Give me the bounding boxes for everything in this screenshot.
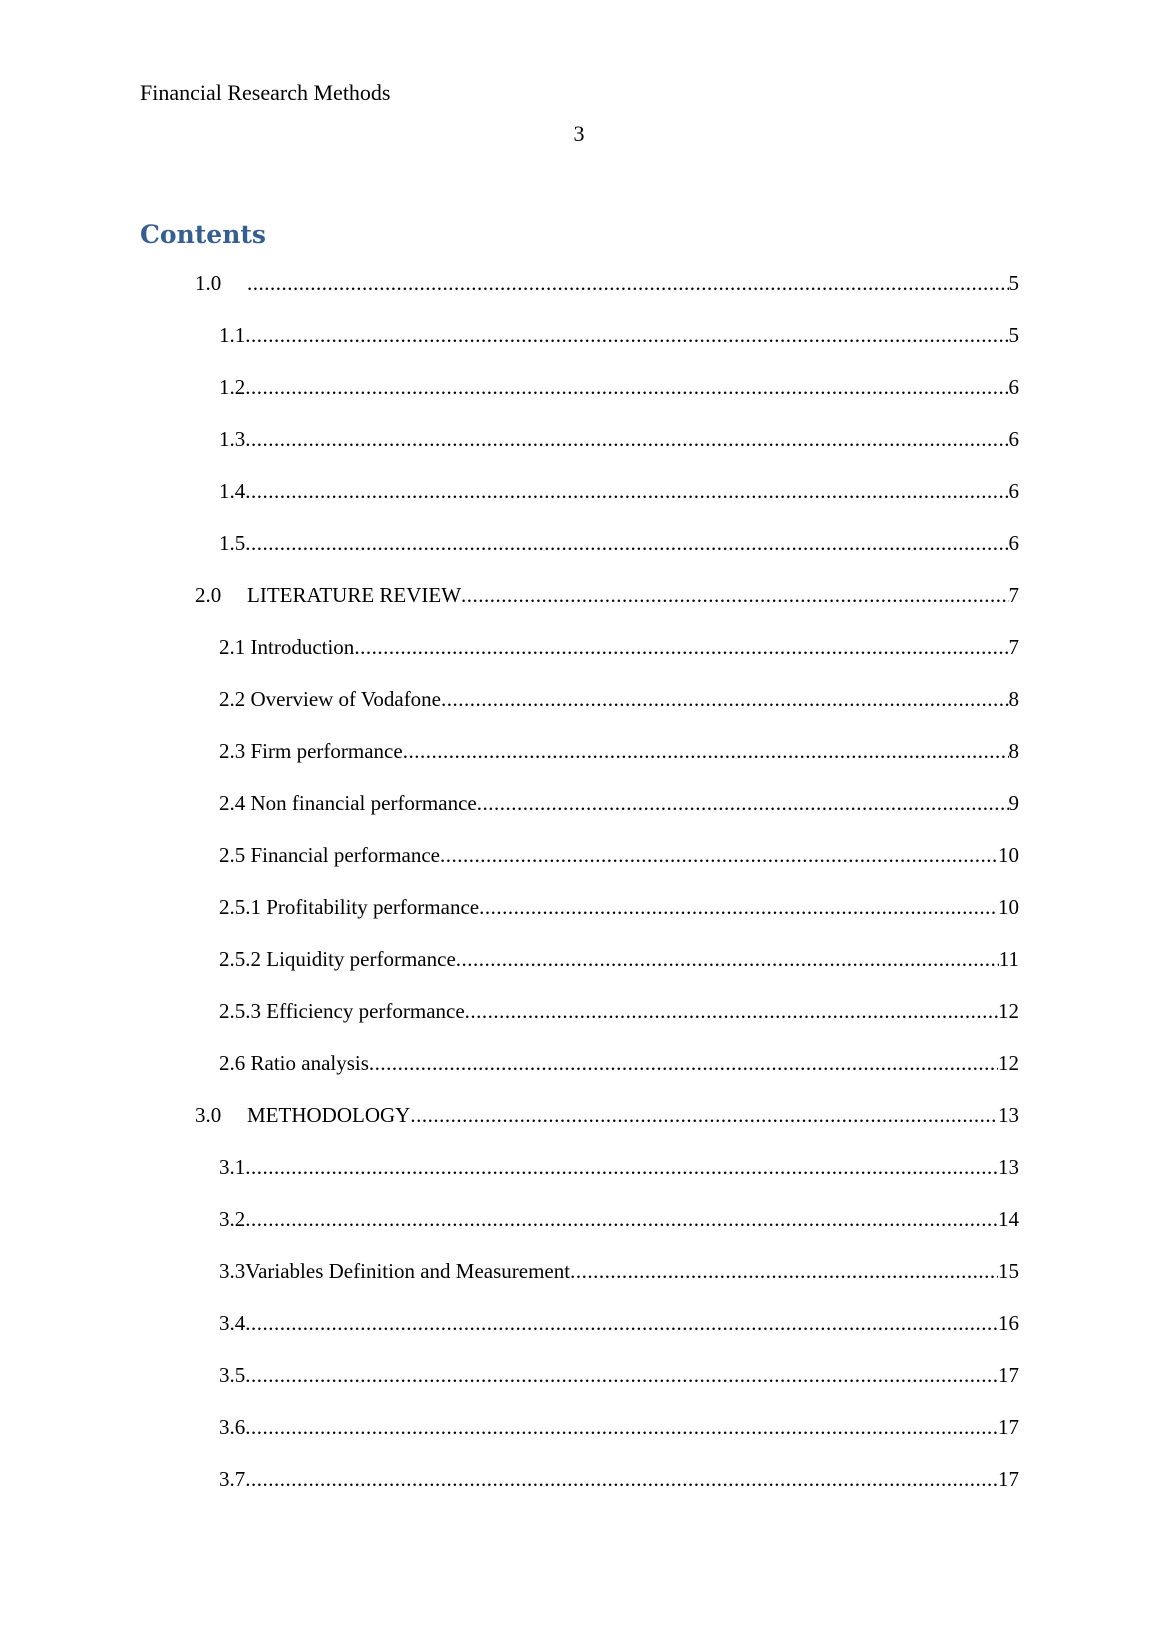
toc-entry-label: [195, 580, 461, 610]
toc-entry-label: [219, 840, 440, 870]
toc-dot-leader: [245, 1204, 998, 1234]
toc-dot-leader: [456, 944, 999, 974]
toc-dot-leader: [477, 788, 1009, 818]
toc-entry[interactable]: [0, 320, 1158, 372]
toc-entry-page-number: 12: [998, 1051, 1019, 1075]
toc-entry-page-number: 13: [998, 1103, 1019, 1127]
toc-entry-row[interactable]: [219, 684, 1019, 714]
toc-entry-number: 2.0: [195, 583, 222, 607]
toc-entry-label: [219, 1204, 245, 1234]
toc-entry-page-number: 7: [1008, 583, 1019, 607]
toc-entry[interactable]: [0, 892, 1158, 944]
toc-entry-text: 1.1: [219, 323, 246, 347]
toc-entry-row[interactable]: [219, 944, 1019, 974]
toc-entry-label: [219, 684, 441, 714]
toc-entry[interactable]: [0, 424, 1158, 476]
toc-entry-label: [219, 528, 245, 558]
toc-entry-label: [219, 320, 245, 350]
toc-entry-page-number: 10: [998, 843, 1019, 867]
toc-entry-page-number: 6: [1008, 427, 1019, 451]
toc-entry-label: [219, 424, 245, 454]
toc-dot-leader: [354, 632, 1008, 662]
toc-entry-row[interactable]: [219, 528, 1019, 558]
toc-dot-leader: [245, 1360, 998, 1390]
toc-dot-leader: [369, 1048, 998, 1078]
toc-dot-leader: [479, 892, 998, 922]
toc-entry-text: METHODOLOGY: [247, 1103, 411, 1127]
toc-entry-label: [219, 944, 456, 974]
toc-entry-page-number: 6: [1008, 479, 1019, 503]
toc-entry[interactable]: [0, 788, 1158, 840]
toc-entry-page-number: 11: [998, 947, 1019, 971]
toc-entry-page-number: 5: [1008, 323, 1019, 347]
toc-entry-row[interactable]: [195, 1100, 1019, 1130]
toc-entry-row[interactable]: [219, 840, 1019, 870]
toc-entry[interactable]: [0, 684, 1158, 736]
toc-entry[interactable]: [0, 840, 1158, 892]
toc-entry-text: 2.1 Introduction: [219, 635, 355, 659]
toc-entry-page-number: 17: [998, 1415, 1019, 1439]
toc-dot-leader: [440, 840, 998, 870]
toc-entry-page-number: 9: [1008, 791, 1019, 815]
toc-entry-row[interactable]: [219, 476, 1019, 506]
toc-entry-text: 3.1: [219, 1155, 246, 1179]
toc-entry-page-number: 8: [1008, 739, 1019, 763]
toc-entry-label: [219, 1464, 245, 1494]
toc-dot-leader: [570, 1256, 998, 1286]
toc-entry[interactable]: [0, 1048, 1158, 1100]
toc-entry-number: 3.0: [195, 1103, 222, 1127]
toc-entry-number: 1.0: [195, 271, 222, 295]
toc-entry-label: [219, 1152, 245, 1182]
toc-entry-label: [219, 372, 245, 402]
toc-entry-text: 3.3Variables Definition and Measurement: [219, 1259, 571, 1283]
toc-entry-text: 2.5 Financial performance: [219, 843, 440, 867]
toc-entry-text: 1.4: [219, 479, 246, 503]
toc-entry-text: 3.4: [219, 1311, 246, 1335]
toc-entry[interactable]: [0, 944, 1158, 996]
toc-entry-text: 3.2: [219, 1207, 246, 1231]
toc-entry-page-number: 6: [1008, 531, 1019, 555]
toc-entry-text: 3.5: [219, 1363, 246, 1387]
toc-entry-page-number: 17: [998, 1467, 1019, 1491]
toc-entry[interactable]: [0, 1256, 1158, 1308]
toc-entry-page-number: 8: [1008, 687, 1019, 711]
toc-entry-row[interactable]: [219, 736, 1019, 766]
running-header: Financial Research Methods: [140, 80, 391, 105]
toc-entry[interactable]: [0, 1308, 1158, 1360]
toc-entry[interactable]: [0, 528, 1158, 580]
toc-entry-page-number: 10: [998, 895, 1019, 919]
toc-entry-row[interactable]: [219, 1256, 1019, 1286]
toc-entry-row[interactable]: [195, 268, 1019, 298]
toc-entry[interactable]: [0, 580, 1158, 632]
toc-entry-page-number: 7: [1008, 635, 1019, 659]
toc-title: Contents: [140, 220, 267, 249]
toc-entry-label: [219, 996, 465, 1026]
toc-entry-text: 2.2 Overview of Vodafone: [219, 687, 442, 711]
toc-entry-row[interactable]: [219, 892, 1019, 922]
toc-entry-row[interactable]: [219, 1412, 1019, 1442]
toc-entry-label: [219, 1308, 245, 1338]
toc-entry[interactable]: [0, 736, 1158, 788]
toc-entry-row[interactable]: [219, 1360, 1019, 1390]
toc-entry-label: [195, 268, 247, 298]
toc-dot-leader: [245, 476, 1008, 506]
toc-entry-text: 3.6: [219, 1415, 246, 1439]
toc-entry-row[interactable]: [219, 1308, 1019, 1338]
toc-entry-label: [219, 1412, 245, 1442]
toc-entry-row[interactable]: [219, 424, 1019, 454]
toc-dot-leader: [245, 1464, 998, 1494]
toc-entry-page-number: 5: [1008, 271, 1019, 295]
toc-dot-leader: [441, 684, 1008, 714]
toc-entry-text: 2.6 Ratio analysis: [219, 1051, 369, 1075]
toc-entry-label: [219, 476, 245, 506]
page-number: 3: [573, 121, 585, 146]
toc-entry-row[interactable]: [219, 1048, 1019, 1078]
toc-entry[interactable]: [0, 268, 1158, 320]
toc-dot-leader: [403, 736, 1009, 766]
toc-entry-label: [219, 892, 479, 922]
toc-entry-page-number: 14: [998, 1207, 1019, 1231]
toc-dot-leader: [465, 996, 998, 1026]
toc-entry-page-number: 16: [998, 1311, 1019, 1335]
toc-entry-row[interactable]: [219, 788, 1019, 818]
toc-entry-label: [195, 1100, 410, 1130]
toc-entry[interactable]: [0, 1100, 1158, 1152]
toc-entry[interactable]: [0, 1412, 1158, 1464]
toc-dot-leader: [245, 1152, 998, 1182]
toc-entry-row[interactable]: [219, 632, 1019, 662]
toc-entry-page-number: 13: [998, 1155, 1019, 1179]
toc-entry[interactable]: [0, 1360, 1158, 1412]
toc-dot-leader: [245, 1308, 998, 1338]
toc-entry-row[interactable]: [219, 1464, 1019, 1494]
toc-entry[interactable]: [0, 1152, 1158, 1204]
toc-entry-page-number: 15: [998, 1259, 1019, 1283]
toc-entry-row[interactable]: [219, 320, 1019, 350]
toc-dot-leader: [245, 372, 1008, 402]
toc-entry-text: 1.5: [219, 531, 246, 555]
toc-entry-text: 2.3 Firm performance: [219, 739, 403, 763]
toc-dot-leader: [461, 580, 1008, 610]
table-of-contents: [0, 268, 1158, 1516]
toc-entry[interactable]: [0, 1464, 1158, 1516]
toc-dot-leader: [410, 1100, 998, 1130]
toc-entry-page-number: 6: [1008, 375, 1019, 399]
toc-entry-label: [219, 736, 403, 766]
toc-entry-page-number: 17: [998, 1363, 1019, 1387]
toc-entry[interactable]: [0, 372, 1158, 424]
toc-entry-text: LITERATURE REVIEW: [247, 583, 462, 607]
toc-entry-row[interactable]: [219, 1152, 1019, 1182]
toc-entry[interactable]: [0, 632, 1158, 684]
toc-entry-text: 2.4 Non financial performance: [219, 791, 477, 815]
toc-entry[interactable]: [0, 1204, 1158, 1256]
toc-entry-text: 2.5.3 Efficiency performance: [219, 999, 465, 1023]
toc-entry-text: 2.5.1 Profitability performance: [219, 895, 480, 919]
toc-entry-text: 1.2: [219, 375, 246, 399]
toc-entry-label: [219, 1256, 570, 1286]
toc-dot-leader: [245, 424, 1008, 454]
toc-entry-label: [219, 788, 477, 818]
toc-entry[interactable]: [0, 476, 1158, 528]
toc-dot-leader: [247, 268, 1009, 298]
toc-entry-text: 2.5.2 Liquidity performance: [219, 947, 456, 971]
toc-entry[interactable]: [0, 996, 1158, 1048]
toc-dot-leader: [245, 528, 1008, 558]
toc-entry-label: [219, 1360, 245, 1390]
toc-dot-leader: [245, 320, 1008, 350]
toc-entry-row[interactable]: [219, 996, 1019, 1026]
toc-dot-leader: [245, 1412, 998, 1442]
toc-entry-row[interactable]: [219, 1204, 1019, 1234]
toc-entry-page-number: 12: [998, 999, 1019, 1023]
toc-entry-label: [219, 632, 354, 662]
toc-entry-label: [219, 1048, 369, 1078]
toc-entry-text: 1.3: [219, 427, 246, 451]
toc-entry-text: 3.7: [219, 1467, 246, 1491]
toc-entry-row[interactable]: [219, 372, 1019, 402]
toc-entry-row[interactable]: [195, 580, 1019, 610]
